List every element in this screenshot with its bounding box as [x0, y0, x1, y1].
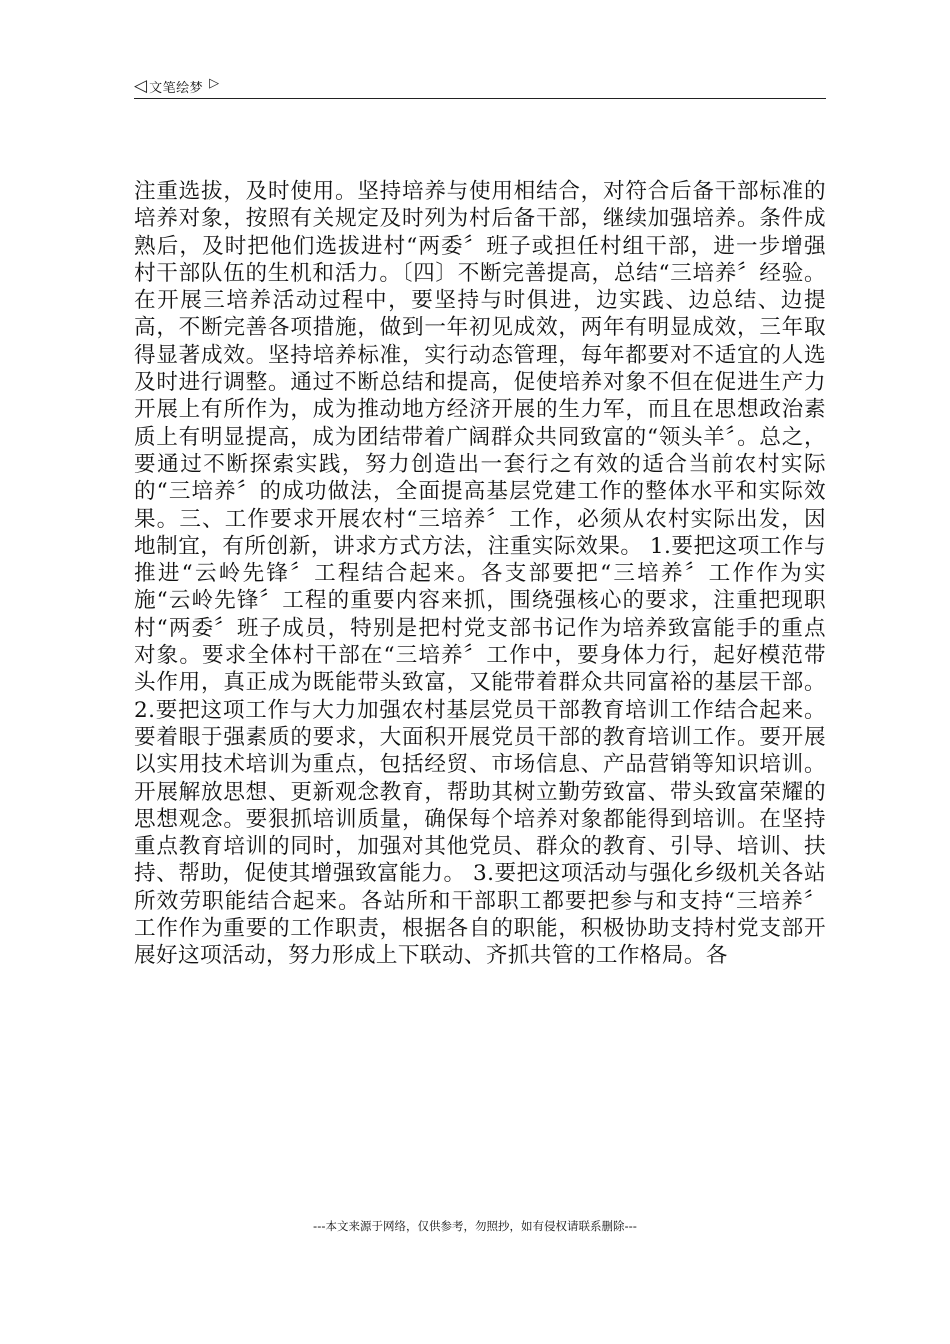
body-paragraph: 注重选拔，及时使用。坚持培养与使用相结合，对符合后备干部标准的培养对象，按照有关规定及时列为村后备干部，继续加强培养。条件成熟后，及时把他们选拔进村“两委〞班子或担任村组干部，进一步增强村干部队伍的生机和活力。〔四〕不断完善提高，总结“三培养〞经验。在开展三培养活动过程中，要坚持与时俱进，边实践、边总结、边提高，不断完善各项措施，做到一年初见成效，两年有明显成效，三年取得显著成效。坚持培养标准，实行动态管理，每年都要对不适宜的人选及时进行调整。通过不断总结和提高，促使培养对象不但在促进生产力开展上有所作为，成为推动地方经济开展的生力军，而且在思想政治素质上有明显提高，成为团结带着广阔群众共同致富的“领头羊〞。总之，要通过不断探索实践，努力创造出一套行之有效的适合当前农村实际的“三培养〞的成功做法，全面提高基层党建工作的整体水平和实际效果。三、工作要求开展农村“三培养〞工作，必须从农村实际出发，因地制宜，有所创新，讲求方式方法，注重实际效果。 1.要把这项工作与推进“云岭先锋〞工程结合起来。各支部要把“三培养〞工作作为实施“云岭先锋〞工程的重要内容来抓，围绕强核心的要求，注重把现职村“两委〞班子成员，特别是把村党支部书记作为培养致富能手的重点对象。要求全体村干部在“三培养〞工作中，要身体力行，起好模范带头作用，真正成为既能带头致富，又能带着群众共同富裕的基层干部。 2.要把这项工作与大力加强农村基层党员干部教育培训工作结合起来。要着眼于强素质的要求，大面积开展党员干部的教育培训工作。要开展以实用技术培训为重点，包括经贸、市场信息、产品营销等知识培训。开展解放思想、更新观念教育，帮助其树立勤劳致富、带头致富荣耀的思想观念。要狠抓培训质量，确保每个培养对象都能得到培训。在坚持重点教育培训的同时，加强对其他党员、群众的教育、引导、培训、扶持、帮助，促使其增强致富能力。 3.要把这项活动与强化乡级机关各站所效劳职能结合起来。各站所和干部职工都要把参与和支持“三培养〞工作作为重要的工作职责，根据各自的职能，积极协助支持村党支部开展好这项活动，努力形成上下联动、齐抓共管的工作格局。各	[134, 179, 826, 969]
header-divider	[134, 98, 826, 99]
page-header	[134, 74, 826, 98]
triangle-right-icon: ▷	[209, 76, 220, 91]
header-brand: 文笔绘梦	[149, 80, 204, 96]
footer-disclaimer: ---本文来源于网络，仅供参考，勿照抄，如有侵权请联系删除---	[313, 1219, 637, 1233]
triangle-left-icon: ◁	[134, 76, 148, 96]
